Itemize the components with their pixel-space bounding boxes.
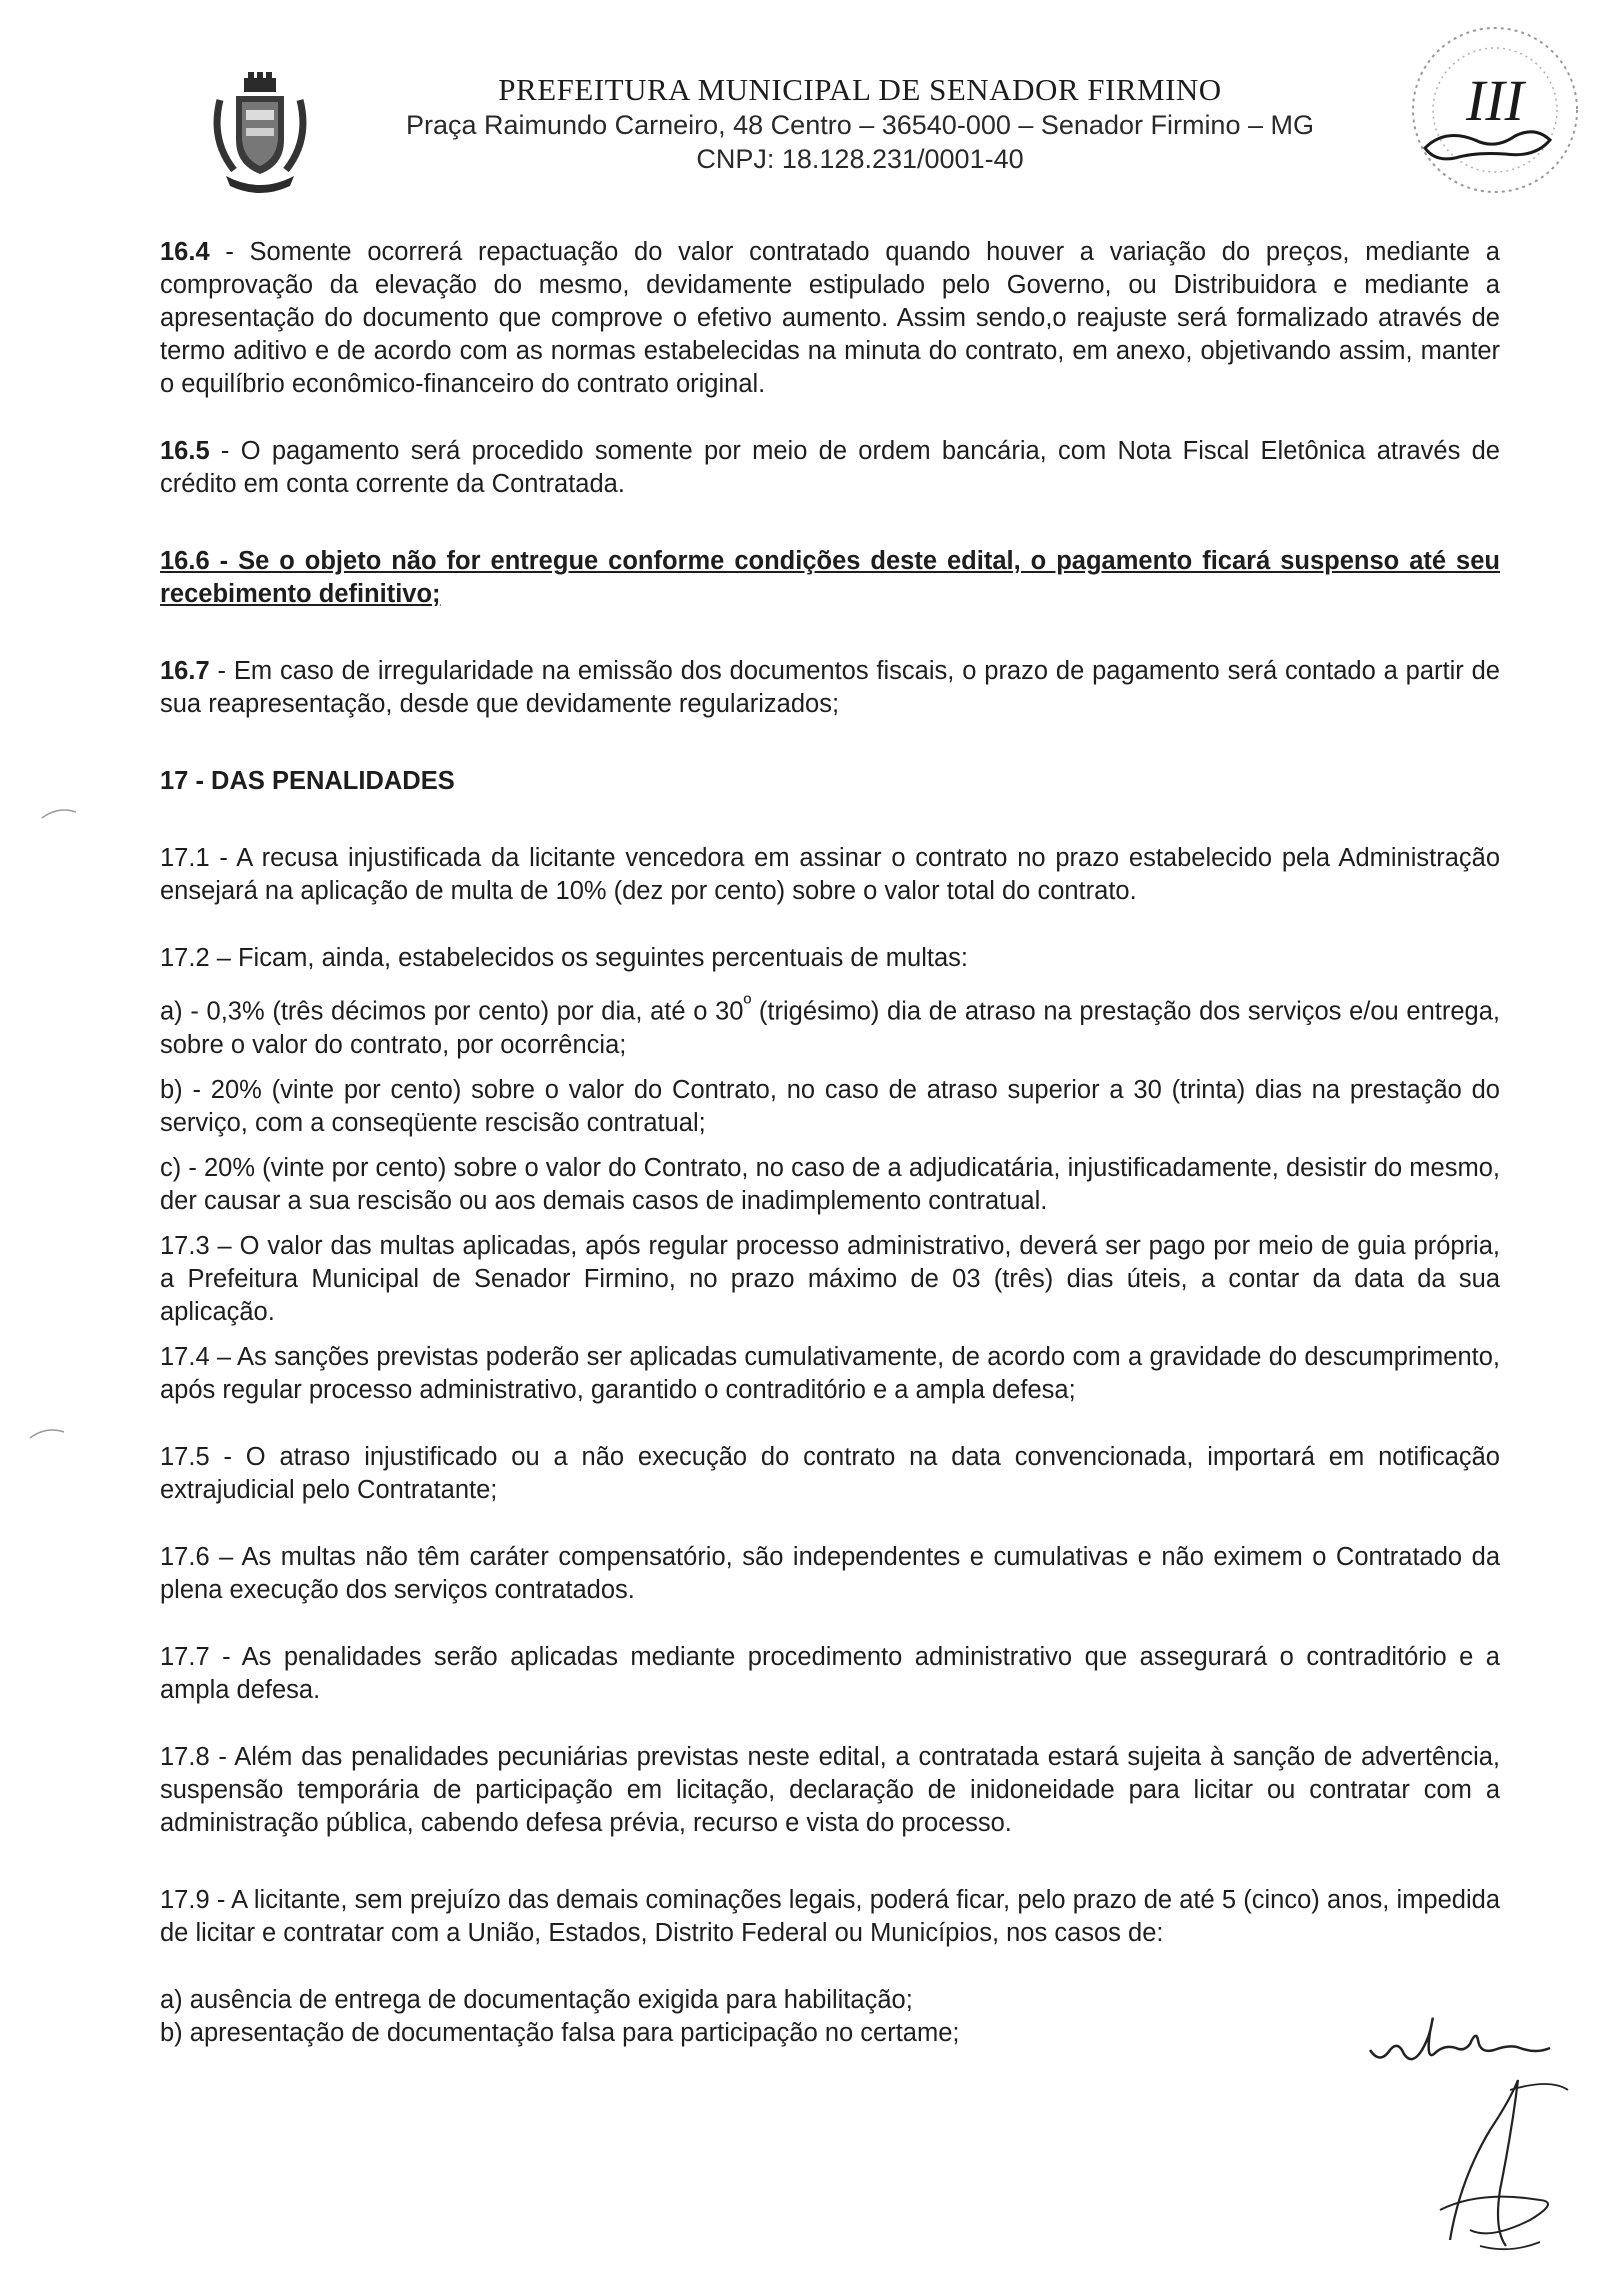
document-body [160, 236, 1500, 2050]
clause-16-6: 16.6 - Se o objeto não for entregue conforme condições deste edital, o pagamento ficará suspenso até seu recebimento definitivo; [160, 547, 1500, 608]
clause-17-9-items [160, 1984, 1500, 2050]
clause-text: - O pagamento será procedido somente por meio de ordem bancária, com Nota Fiscal Eletônica através de crédito em conta corrente da Contratada. [160, 437, 1500, 498]
list-item: a) ausência de entrega de documentação exigida para habilitação; [160, 1985, 913, 2014]
clause-17-2: 17.2 – Ficam, ainda, estabelecidos os seguintes percentuais de multas: [160, 944, 968, 972]
clause-17-5: 17.5 - O atraso injustificado ou a não execução do contrato na data convencionada, importará em notificação extrajudicial pelo Contratante; [160, 1442, 1500, 1504]
page-number-stamp [1385, 18, 1585, 198]
organization-name: PREFEITURA MUNICIPAL DE SENADOR FIRMINO [498, 72, 1222, 107]
clause-17-1: 17.1 - A recusa injustificada da licitante vencedora em assinar o contrato no prazo estabelecido pela Administração ensejará na aplicação de multa de 10% (dez por cento) sobre o valor total do contrato. [160, 844, 1500, 905]
clause-16-5 [160, 435, 1500, 501]
ordinal-indicator: º [743, 991, 752, 1015]
clause-number: 16.4 [160, 238, 210, 266]
handwritten-signature [1420, 2070, 1570, 2260]
clause-text: - Somente ocorrerá repactuação do valor contratado quando houver a variação do preços, mediante a comprovação da elevação do mesmo, devidamente estipulado pelo Governo, ou Distribuidora e mediante a apresentação do documento que comprove o efetivo aumento. Assim sendo,o reajuste será formalizado através de termo aditivo e de acordo com as normas estabelecidas na minuta do contrato, em anexo, objetivando assim, manter o equilíbrio econômico-financeiro do contrato original. [160, 238, 1500, 398]
clause-17-2-a [160, 987, 1500, 1062]
list-item: b) apresentação de documentação falsa para participação no certame; [160, 2018, 960, 2047]
clause-17-9: 17.9 - A licitante, sem prejuízo das demais cominações legais, poderá ficar, pelo prazo de até 5 (cinco) anos, impedida de licitar e contratar com a União, Estados, Distrito Federal ou Municípios, nos casos de: [160, 1885, 1500, 1947]
clause-17-2-c: c) - 20% (vinte por cento) sobre o valor do Contrato, no caso de a adjudicatária, injustificadamente, desistir do mesmo, der causar a sua rescisão ou aos demais casos de inadimplemento contratual. [160, 1153, 1500, 1215]
clause-16-7 [160, 655, 1500, 721]
clause-17-8: 17.8 - Além das penalidades pecuniárias previstas neste edital, a contratada estará sujeita à sanção de advertência, suspensão temporária de participação em licitação, declaração de inidoneidade para licitar ou contratar com a administração pública, cabendo defesa prévia, recurso e vista do processo. [160, 1742, 1500, 1837]
clause-text: a) - 0,3% (três décimos por cento) por dia, até o 30 [160, 997, 744, 1026]
clause-17-3: 17.3 – O valor das multas aplicadas, após regular processo administrativo, deverá ser pago por meio de guia própria, a Prefeitura Municipal de Senador Firmino, no prazo máximo de 03 (três) dias úteis, a contar da data da sua aplicação. [160, 1231, 1500, 1326]
clause-17-7: 17.7 - As penalidades serão aplicadas mediante procedimento administrativo que assegurará o contraditório e a ampla defesa. [160, 1642, 1500, 1704]
clause-17-6: 17.6 – As multas não têm caráter compensatório, são independentes e cumulativas e não eximem o Contratado da plena execução dos serviços contratados. [160, 1542, 1500, 1604]
margin-mark [40, 804, 80, 824]
clause-17-4: 17.4 – As sanções previstas poderão ser aplicadas cumulativamente, de acordo com a gravidade do descumprimento, após regular processo administrativo, garantido o contraditório e a ampla defesa; [160, 1342, 1500, 1404]
clause-number: 16.7 [160, 657, 210, 685]
organization-cnpj: CNPJ: 18.128.231/0001-40 [696, 144, 1024, 174]
coat-of-arms-logo [200, 70, 320, 200]
clause-text: - Em caso de irregularidade na emissão dos documentos fiscais, o prazo de pagamento será contado a partir de sua reapresentação, desde que devidamente regularizados; [160, 657, 1500, 718]
section-title-penalidades: 17 - DAS PENALIDADES [160, 767, 455, 795]
stamp-page-number: III [1466, 68, 1524, 133]
clause-17-2-b: b) - 20% (vinte por cento) sobre o valor do Contrato, no caso de atraso superior a 30 (trinta) dias na prestação do serviço, com a conseqüente rescisão contratual; [160, 1075, 1500, 1137]
margin-mark [28, 1424, 68, 1444]
clause-text: (trigésimo) dia de atraso na prestação dos serviços e/ou entrega, sobre o valor do contrato, por ocorrência; [160, 997, 1500, 1059]
clause-number: 16.5 [160, 437, 210, 465]
letterhead [330, 72, 1390, 176]
organization-address: Praça Raimundo Carneiro, 48 Centro – 36540-000 – Senador Firmino – MG [406, 110, 1314, 140]
clause-16-4 [160, 236, 1500, 401]
